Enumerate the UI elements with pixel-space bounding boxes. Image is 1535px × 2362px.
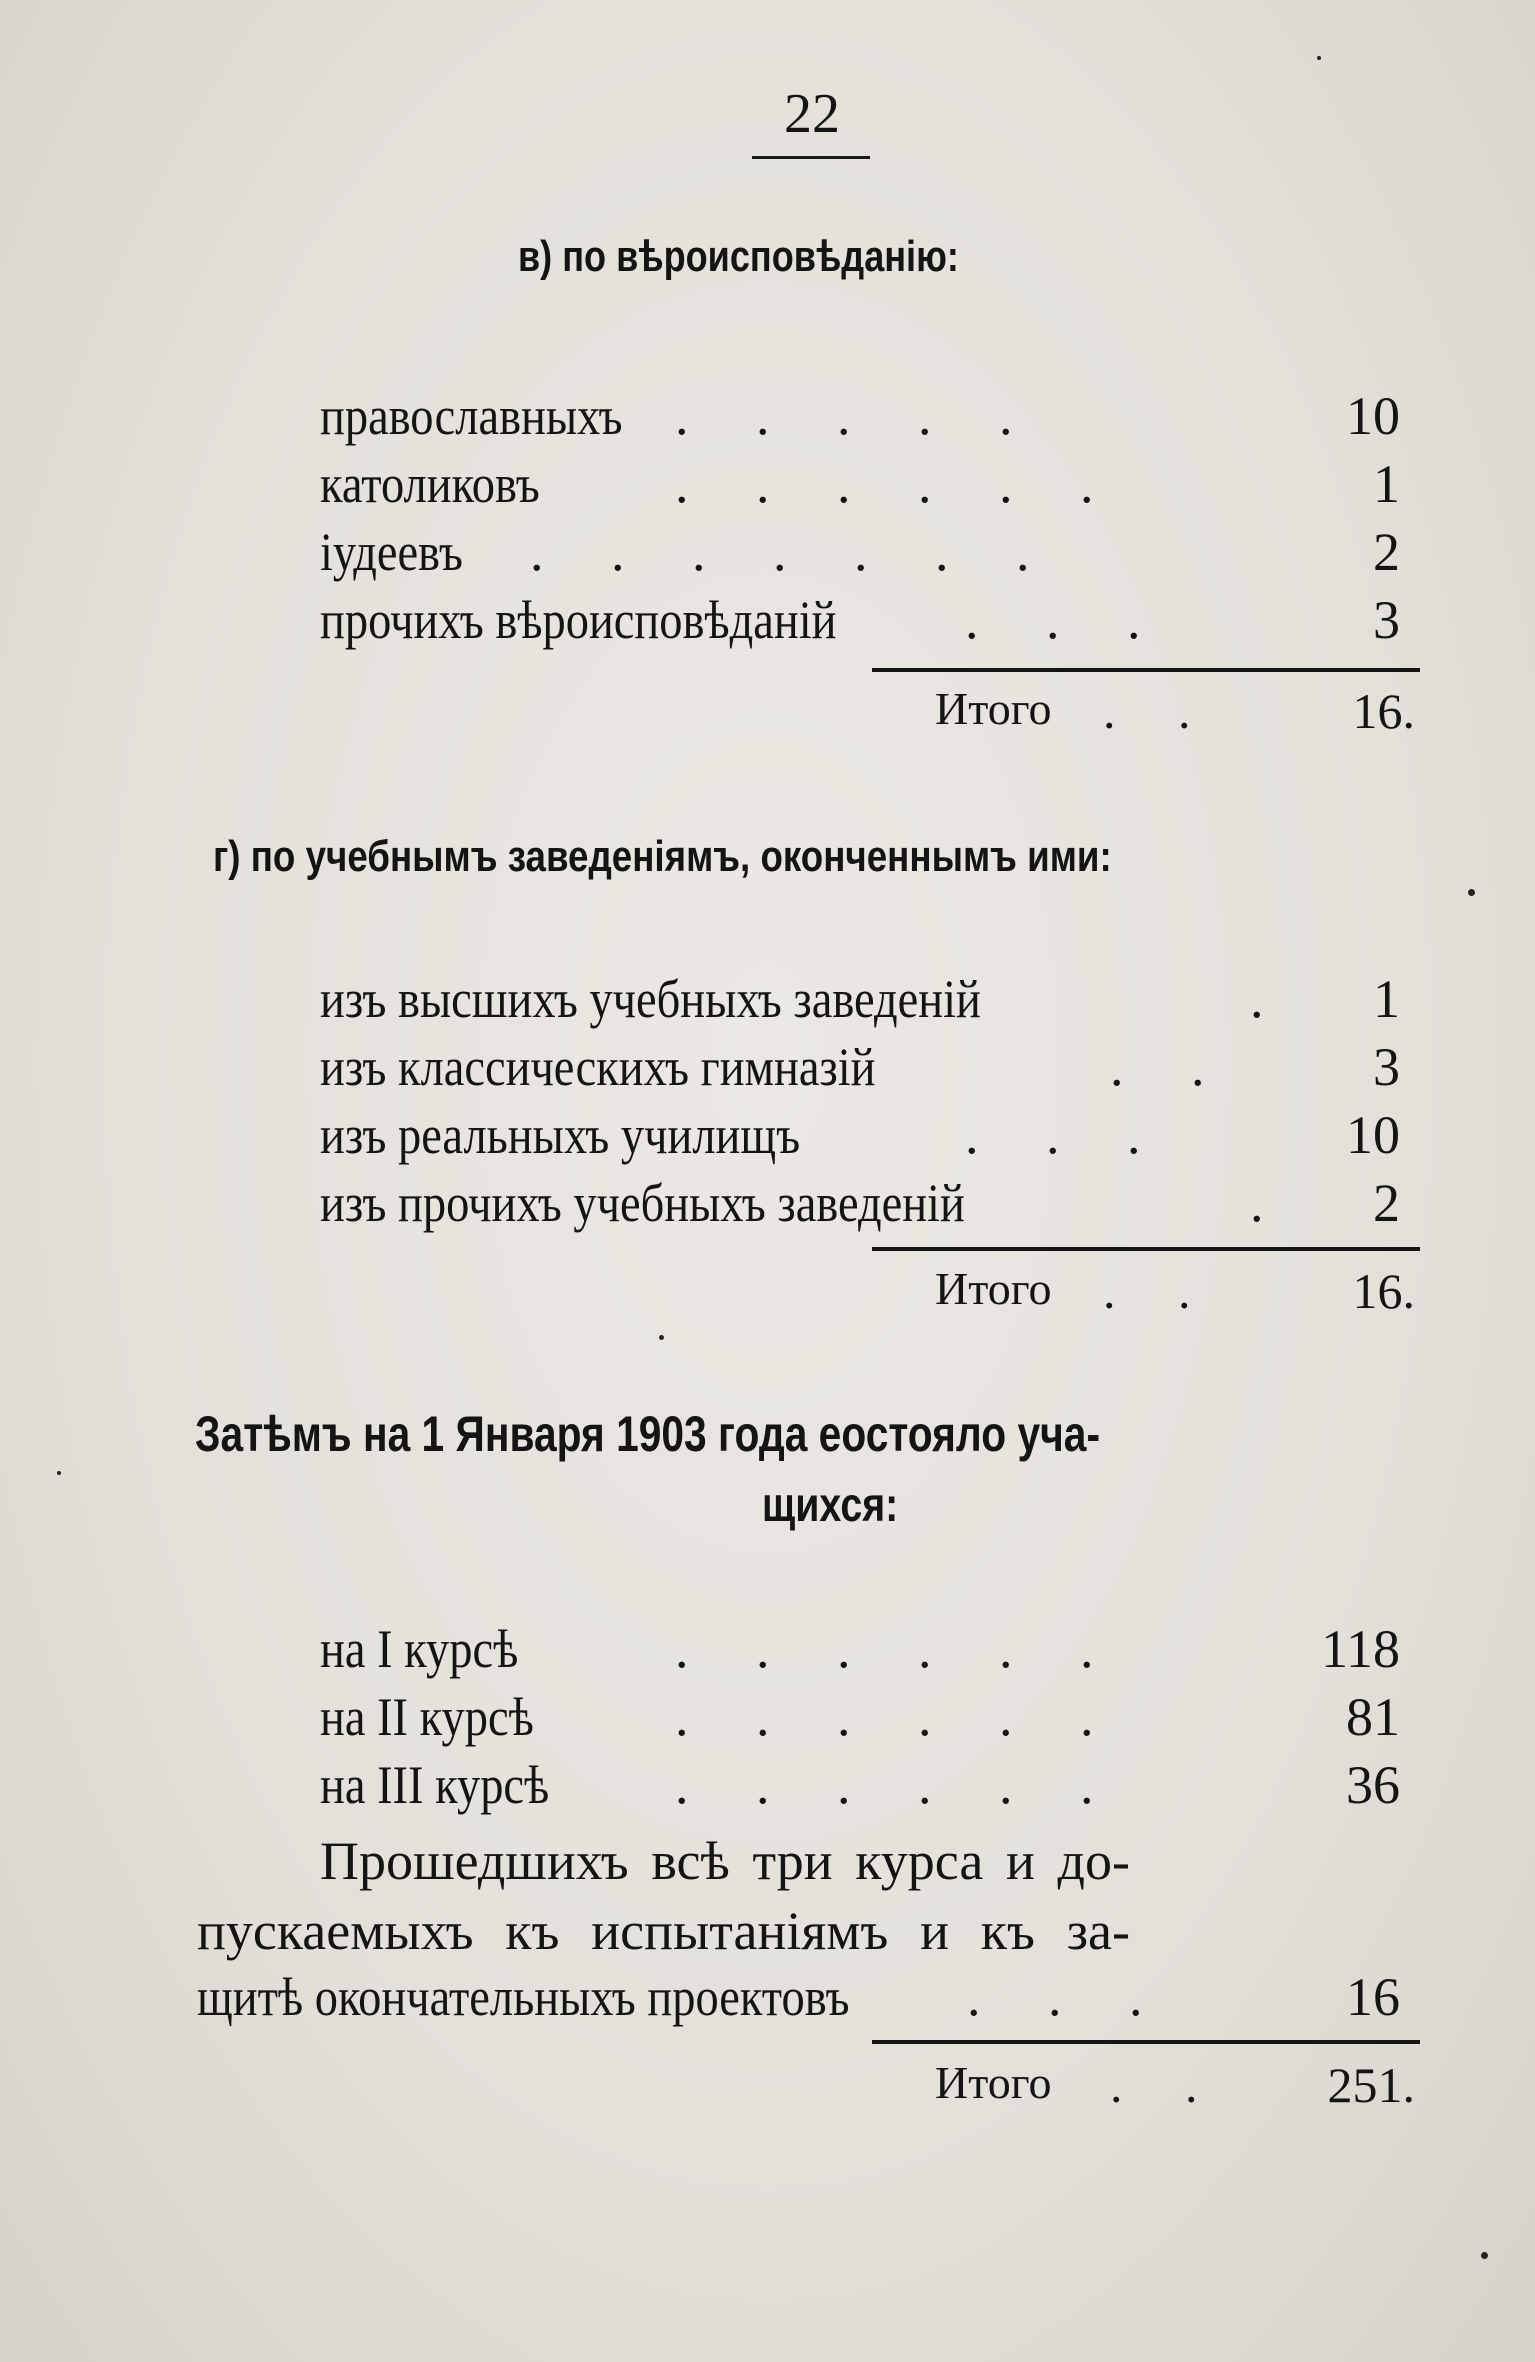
total-value: 251.: [1327, 2057, 1415, 2113]
table-row: [320, 453, 1400, 519]
graduates-paragraph: [197, 1896, 1130, 1966]
leader-dots: . . . . . .: [675, 1755, 1094, 1815]
table-row: [320, 1104, 1400, 1170]
row-value: 16: [1346, 1967, 1400, 2027]
leader-dots: .: [1250, 1173, 1264, 1233]
row-label: прочихъ вѣроисповѣданій: [320, 590, 837, 650]
row-value: 3: [1373, 590, 1400, 650]
sum-rule: [872, 668, 1420, 672]
row-value: 2: [1373, 522, 1400, 582]
row-value: 81: [1346, 1687, 1400, 1747]
leader-dots: . . .: [965, 590, 1141, 650]
scan-speck: [57, 1471, 61, 1475]
row-value: 118: [1321, 1619, 1400, 1679]
total-value: 16.: [1352, 683, 1415, 739]
leader-dots: . . . . . . .: [530, 522, 1030, 582]
total-row: [935, 682, 1415, 748]
row-label: изъ прочихъ учебныхъ заведеній: [320, 1173, 965, 1233]
row-value: 10: [1346, 1105, 1400, 1165]
students-heading-line2: щихся:: [762, 1479, 899, 1532]
scan-speck: [1317, 56, 1321, 60]
scan-speck: [1481, 2252, 1488, 2259]
paragraph-line: Прошедшихъ всѣ три курса и до-: [320, 1831, 1130, 1891]
row-value: 1: [1373, 454, 1400, 514]
leader-dots: .: [1250, 969, 1264, 1029]
students-heading-line1: Затѣмъ на 1 Января 1903 года еостояло уча-: [195, 1406, 1101, 1462]
row-label: православныхъ: [320, 386, 623, 446]
leader-dots: . .: [1103, 1263, 1191, 1319]
paragraph-line: пускаемыхъ къ испытаніямъ и къ за-: [197, 1901, 1130, 1961]
scan-speck: [659, 1335, 664, 1340]
row-label: изъ реальныхъ училищъ: [320, 1105, 801, 1165]
table-row: [320, 589, 1400, 655]
table-row: [320, 1172, 1400, 1238]
row-label: на I курсѣ: [320, 1619, 519, 1679]
row-label: католиковъ: [320, 454, 540, 514]
section-v-heading: в) по вѣроисповѣданію:: [518, 232, 959, 281]
table-row: [197, 1966, 1400, 2032]
table-row: [320, 1754, 1400, 1820]
leader-dots: . . . . .: [675, 386, 1013, 446]
leader-dots: . .: [1110, 2057, 1198, 2113]
row-value: 2: [1373, 1173, 1400, 1233]
graduates-paragraph: [320, 1826, 1130, 1896]
scan-speck: [1468, 889, 1475, 896]
total-label: Итого: [935, 683, 1052, 734]
table-row: [320, 968, 1400, 1034]
table-row: [320, 1686, 1400, 1752]
sum-rule: [872, 1247, 1420, 1251]
row-value: 10: [1346, 386, 1400, 446]
table-row: [320, 1618, 1400, 1684]
total-label: Итого: [935, 2057, 1052, 2108]
page-number-underline: [752, 156, 870, 159]
section-g-heading: г) по учебнымъ заведеніямъ, оконченнымъ ими:: [213, 832, 1112, 881]
total-row: [935, 2056, 1415, 2122]
row-value: 36: [1346, 1755, 1400, 1815]
total-label: Итого: [935, 1263, 1052, 1314]
row-label: изъ высшихъ учебныхъ заведеній: [320, 969, 981, 1029]
leader-dots: . . . . . .: [675, 1687, 1094, 1747]
leader-dots: . . . . . .: [675, 1619, 1094, 1679]
row-label: іудеевъ: [320, 522, 463, 582]
leader-dots: . . .: [967, 1967, 1143, 2027]
leader-dots: . . .: [965, 1105, 1141, 1165]
total-row: [935, 1262, 1415, 1328]
table-row: [320, 521, 1400, 587]
row-value: 1: [1373, 969, 1400, 1029]
leader-dots: . .: [1110, 1037, 1205, 1097]
table-row: [320, 1036, 1400, 1102]
leader-dots: . . . . . .: [675, 454, 1094, 514]
table-row: [320, 385, 1400, 451]
total-value: 16.: [1352, 1263, 1415, 1319]
row-value: 3: [1373, 1037, 1400, 1097]
sum-rule: [872, 2040, 1420, 2044]
row-label: на II курсѣ: [320, 1687, 534, 1747]
row-label: на III курсѣ: [320, 1755, 550, 1815]
page-number: 22: [784, 83, 840, 145]
leader-dots: . .: [1103, 683, 1191, 739]
row-label: щитѣ окончательныхъ проектовъ: [197, 1967, 850, 2027]
row-label: изъ классическихъ гимназій: [320, 1037, 876, 1097]
